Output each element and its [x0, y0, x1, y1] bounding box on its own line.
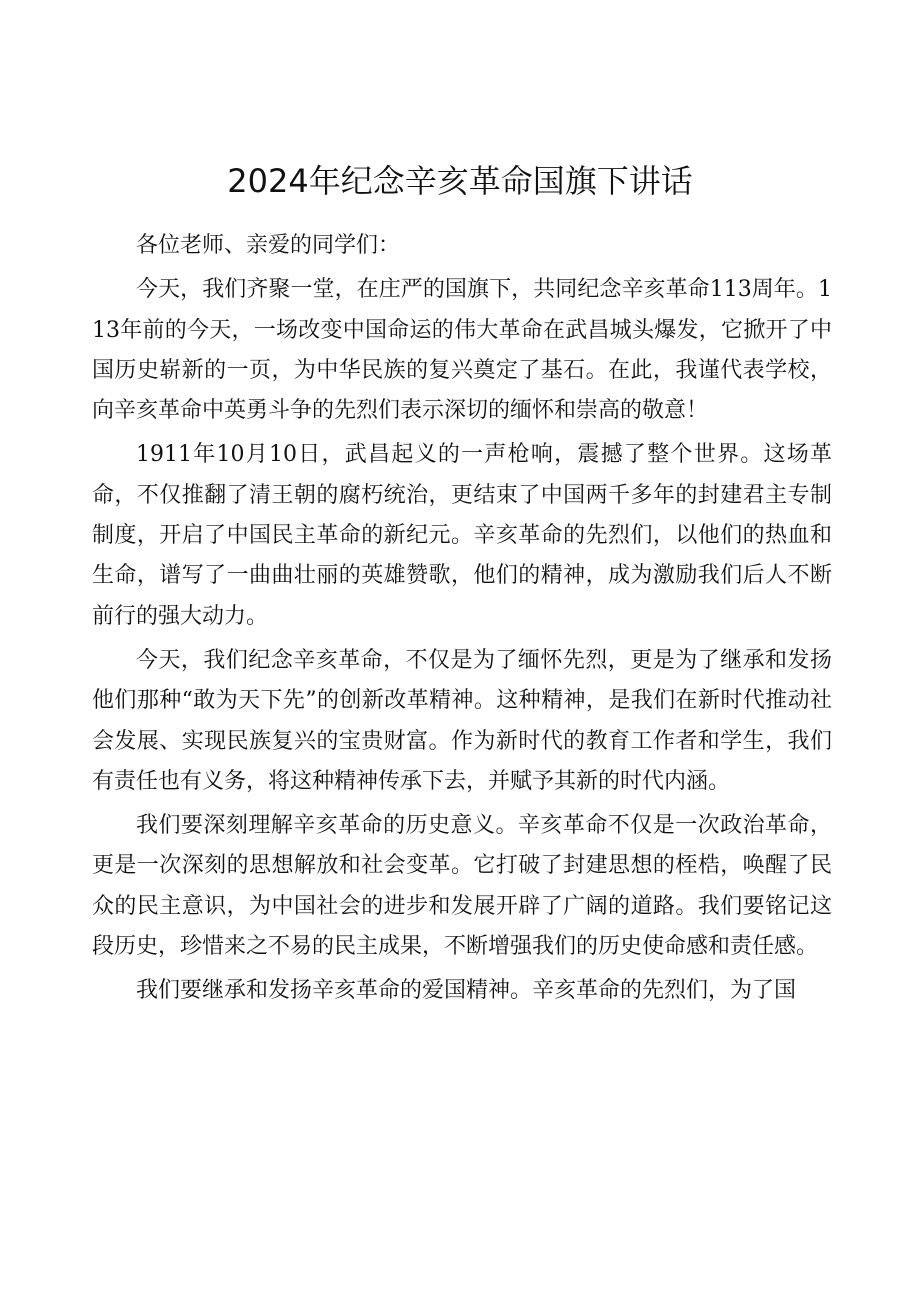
paragraph: 今天，我们齐聚一堂，在庄严的国旗下，共同纪念辛亥革命113周年。113年前的今天，一场改变中国命运的伟大革命在武昌城头爆发，它掀开了中国历史崭新的一页，为中华民族的复兴奠定了基石。在此，我谨代表学校，向辛亥革命中英勇斗争的先烈们表示深切的缅怀和崇高的敬意！ — [92, 277, 832, 424]
document-title: 2024年纪念辛亥革命国旗下讲话 — [227, 162, 693, 200]
paragraph: 今天，我们纪念辛亥革命，不仅是为了缅怀先烈，更是为了继承和发扬他们那种“敢为天下先”的创新改革精神。这种精神，是我们在新时代推动社会发展、实现民族复兴的宝贵财富。作为新时代的教育工作者和学生，我们有责任也有义务，将这种精神传承下去，并赋予其新的时代内涵。 — [92, 647, 832, 794]
paragraph: 我们要深刻理解辛亥革命的历史意义。辛亥革命不仅是一次政治革命，更是一次深刻的思想解放和社会变革。它打破了封建思想的桎梏，唤醒了民众的民主意识，为中国社会的进步和发展开辟了广阔的道路。我们要铭记这段历史，珍惜来之不易的民主成果，不断增强我们的历史使命感和责任感。 — [92, 813, 832, 960]
document-body — [92, 226, 832, 1016]
paragraph-salutation: 各位老师、亲爱的同学们： — [136, 233, 401, 258]
paragraph: 我们要继承和发扬辛亥革命的爱国精神。辛亥革命的先烈们，为了国 — [136, 978, 797, 1004]
paragraph: 1911年10月10日，武昌起义的一声枪响，震撼了整个世界。这场革命，不仅推翻了清王朝的腐朽统治，更结束了中国两千多年的封建君主专制制度，开启了中国民主革命的新纪元。辛亥革命的先烈们，以他们的热血和生命，谱写了一曲曲壮丽的英雄赞歌，他们的精神，成为激励我们后人不断前行的强大动力。 — [92, 442, 832, 629]
